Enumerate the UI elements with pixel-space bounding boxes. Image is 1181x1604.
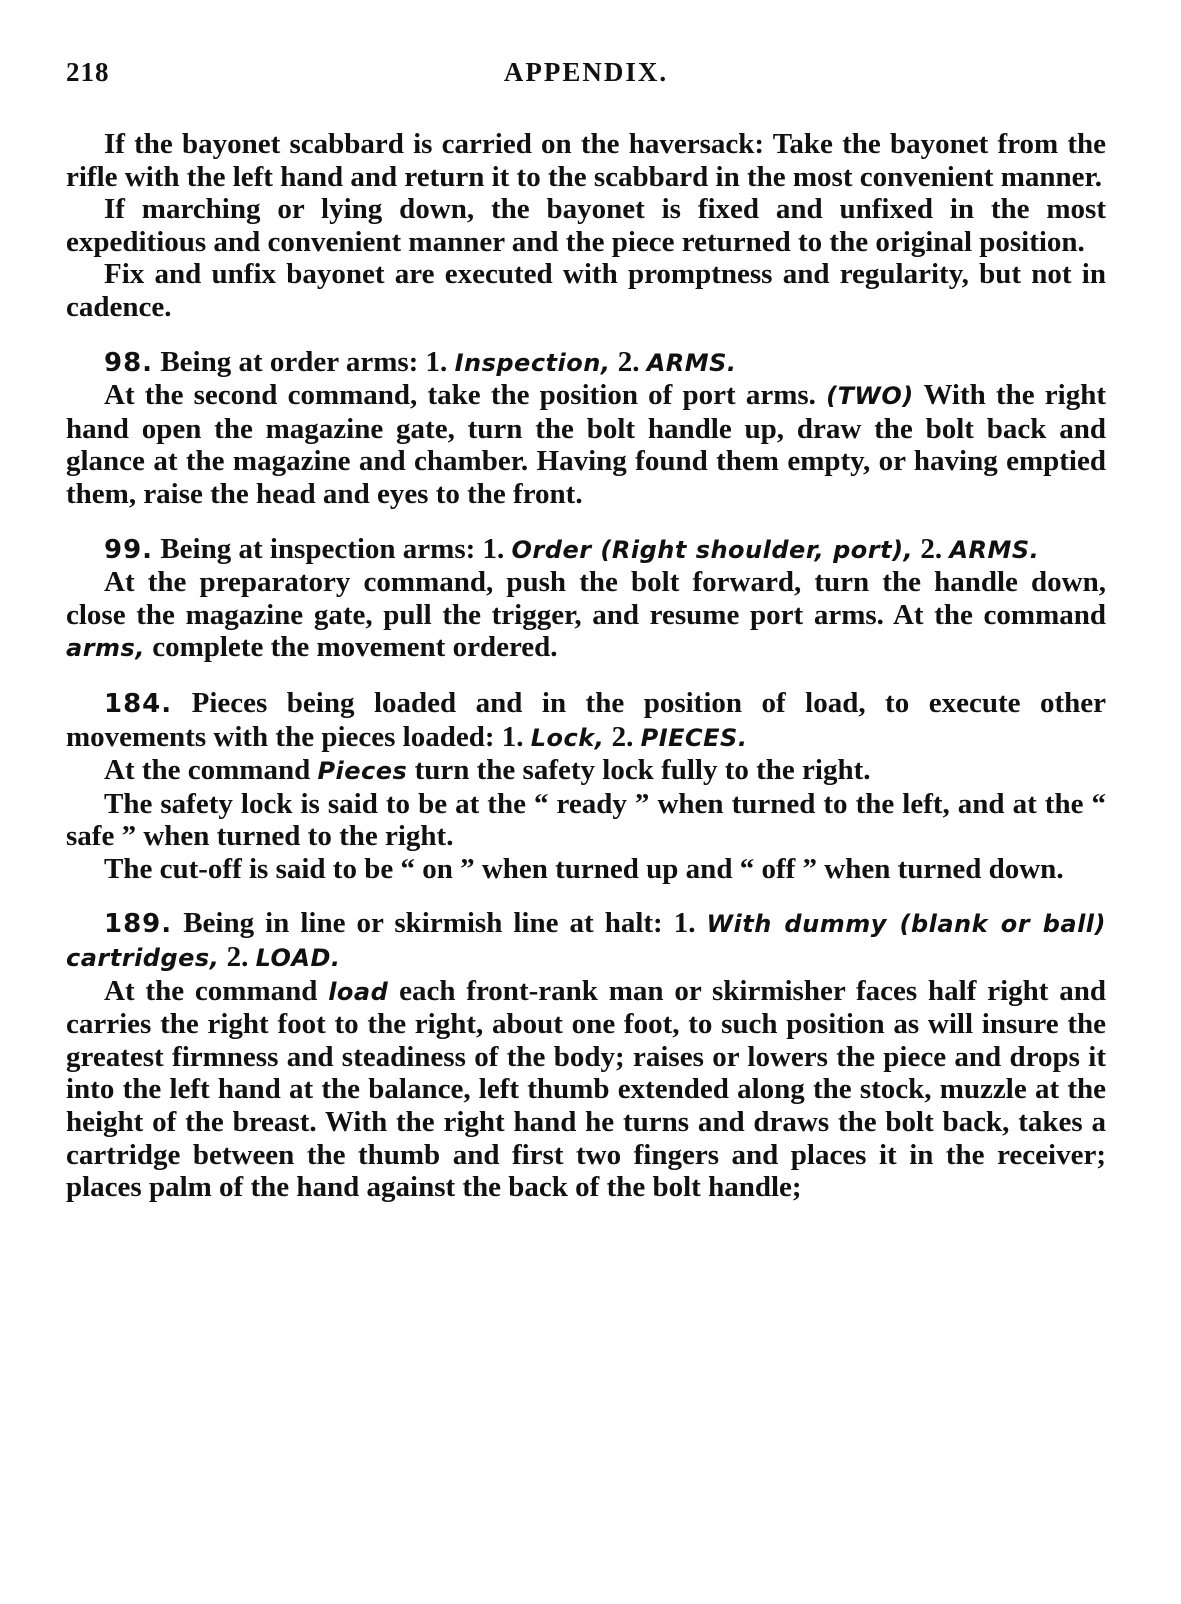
section-184-safety-lock: The safety lock is said to be at the “ ready ” when turned to the left, and at the “ safe ” when turned to the right. xyxy=(66,787,1106,853)
command-separator: 2. xyxy=(913,532,950,565)
section-189-heading xyxy=(66,907,1106,974)
command-separator: 2. xyxy=(610,345,647,378)
section-number: 189. xyxy=(104,909,173,940)
section-184-cut-off: The cut-off is said to be “ on ” when turned up and “ off ” when turned down. xyxy=(104,852,1064,885)
section-99-heading xyxy=(66,533,1106,567)
section-number: 98. xyxy=(104,347,154,378)
body-text: At the preparatory command, push the bolt forward, turn the handle down, close the magazine gate, pull the trigger, and resume port arms. At the command xyxy=(66,566,1106,631)
body-text: turn the safety lock fully to the right. xyxy=(407,754,871,787)
body-text: complete the movement ordered. xyxy=(144,631,558,664)
section-number: 99. xyxy=(104,534,154,565)
section-99-body xyxy=(66,566,1106,665)
page-number: 218 xyxy=(66,57,110,87)
body-text: With the right hand open the magazine gate, turn the bolt handle up, draw the bolt back and glance at the magazine and chamber. Having found them empty, or having emptied them, raise the head and eyes to the front. xyxy=(66,379,1106,510)
section-184-heading xyxy=(66,687,1106,754)
section-98-body xyxy=(66,379,1106,510)
section-intro: Pieces being loaded and in the position of load, to execute other movements with the pieces loaded: 1. xyxy=(66,686,1106,753)
command-text: Inspection, xyxy=(454,348,611,377)
command-text: (TWO) xyxy=(826,382,914,411)
paragraph-bayonet-haversack: If the bayonet scabbard is carried on the haversack: Take the bayonet from the rifle with the left hand and return it to the scabbard in the most convenient manner. xyxy=(66,128,1106,193)
command-text: Lock, xyxy=(530,723,605,752)
section-184-pieces xyxy=(66,754,1106,788)
body-text: At the command xyxy=(104,974,329,1007)
book-page xyxy=(66,56,1106,1204)
section-189-body xyxy=(66,975,1106,1204)
paragraph-fix-unfix: Fix and unfix bayonet are executed with promptness and regularity, but not in cadence. xyxy=(66,258,1106,323)
command-text: Order (Right shoulder, port), xyxy=(511,535,914,564)
body-text: At the command xyxy=(104,754,318,787)
command-text: load xyxy=(328,977,389,1006)
command-text: Pieces xyxy=(317,757,408,786)
command-text: arms, xyxy=(66,634,145,663)
running-title: APPENDIX. xyxy=(503,57,669,87)
body-text: each front-rank man or skirmisher faces half right and carries the right foot to the right, about one foot, to such position as will insure the greatest firmness and steadiness of the body; raises or lowers the piece and drops it into the left hand at the balance, left thumb extended along the stock, muzzle at the height of the breast. With the right hand he turns and draws the bolt back, takes a cartridge between the thumb and first two fingers and places it in the receiver; places palm of the hand against the back of the bolt handle; xyxy=(66,974,1106,1204)
section-intro: Being in line or skirmish line at halt: 1. xyxy=(172,907,707,940)
command-text: ARMS. xyxy=(646,348,737,377)
command-separator: 2. xyxy=(604,720,641,753)
command-text: ARMS. xyxy=(949,535,1040,564)
section-intro: Being at inspection arms: 1. xyxy=(153,532,512,565)
command-separator: 2. xyxy=(219,941,256,974)
body-text: At the second command, take the position of port arms. xyxy=(104,379,827,412)
section-intro: Being at order arms: 1. xyxy=(153,345,455,378)
paragraph-bayonet-marching: If marching or lying down, the bayonet is fixed and unfixed in the most expeditious and convenient manner and the piece returned to the original position. xyxy=(66,193,1106,258)
command-text: With dummy (blank or ball) cartridges, xyxy=(66,910,1107,973)
section-number: 184. xyxy=(104,688,173,719)
command-text: LOAD. xyxy=(255,944,341,973)
page-header xyxy=(66,56,1106,92)
section-98-heading xyxy=(66,346,1106,380)
command-text: PIECES. xyxy=(640,723,748,752)
